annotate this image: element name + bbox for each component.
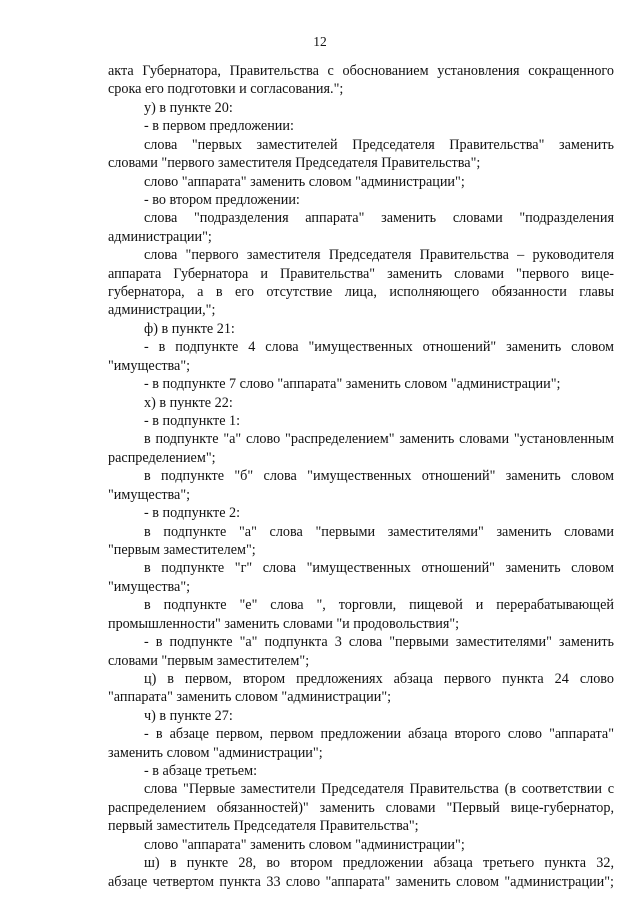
text-line: в подпункте "е" слова ", торговли, пищевой и перерабатывающей <box>144 597 614 614</box>
text-line: - в абзаце третьем: <box>144 763 258 780</box>
text-line: слово "аппарата" заменить словом "администрации"; <box>144 836 465 853</box>
text-line: - в подпункте 1: <box>144 413 241 430</box>
text-line: акта Губернатора, Правительства с обоснованием установления сокращенного <box>108 63 614 79</box>
text-line: в подпункте "г" слова "имущественных отношений" заменить словом <box>144 560 614 577</box>
text-line: - в подпункте 7 слово "аппарата" заменить словом "администрации"; <box>144 376 561 393</box>
text-line: администрации,"; <box>108 302 216 319</box>
text-line: - в подпункте "а" подпункта 3 слова "первыми заместителями" заменить <box>144 634 614 651</box>
text-line: х) в пункте 22: <box>144 394 233 411</box>
text-line: срока его подготовки и согласования."; <box>108 81 344 98</box>
text-line: в подпункте "б" слова "имущественных отношений" заменить словом <box>144 468 614 485</box>
text-line: абзаце четвертом пункта 33 слово "аппарата" заменить словом "администрации"; <box>108 873 614 890</box>
text-line: "имущества"; <box>108 578 191 595</box>
page-number: 12 <box>313 34 327 49</box>
text-line: словами "первого заместителя Председателя Правительства"; <box>108 155 481 172</box>
text-line: слова "первого заместителя Председателя Правительства – руководителя <box>144 247 614 264</box>
text-line: у) в пункте 20: <box>144 99 233 116</box>
text-line: ч) в пункте 27: <box>144 707 233 724</box>
text-line: первый заместитель Председателя Правительства"; <box>108 818 419 835</box>
text-line: "первым заместителем"; <box>108 541 256 558</box>
text-line: в подпункте "а" слово "распределением" заменить словами "установленным <box>144 431 614 448</box>
text-line: слова "Первые заместители Председателя Правительства (в соответствии с <box>144 781 614 798</box>
text-line: слово "аппарата" заменить словом "администрации"; <box>144 173 465 190</box>
text-line: - в подпункте 4 слова "имущественных отношений" заменить словом <box>144 339 614 356</box>
text-line: в подпункте "а" слова "первыми заместителями" заменить словами <box>144 523 614 540</box>
text-line: заменить словом "администрации"; <box>108 744 323 761</box>
text-line: - в подпункте 2: <box>144 505 241 522</box>
text-line: администрации"; <box>108 228 212 245</box>
text-line: промышленности" заменить словами "и продовольствия"; <box>108 615 460 632</box>
text-line: распределением обязанностей)" заменить словами "Первый вице-губернатор, <box>108 799 614 816</box>
document-body <box>108 62 614 891</box>
text-line: - в абзаце первом, первом предложении абзаца второго слово "аппарата" <box>144 726 614 743</box>
text-line: аппарата Губернатора и Правительства" заменить словами "первого вице- <box>108 265 614 282</box>
text-line: ц) в первом, втором предложениях абзаца первого пункта 24 слово <box>144 670 614 687</box>
text-line: ф) в пункте 21: <box>144 320 235 337</box>
text-line: "аппарата" заменить словом "администрации"; <box>108 689 392 706</box>
text-line: "имущества"; <box>108 486 191 503</box>
text-line: "имущества"; <box>108 357 191 374</box>
text-line: слова "подразделения аппарата" заменить словами "подразделения <box>144 210 614 227</box>
text-line: - в первом предложении: <box>144 118 294 135</box>
text-line: - во втором предложении: <box>144 191 300 208</box>
text-line: словами "первым заместителем"; <box>108 652 310 669</box>
text-line: распределением"; <box>108 449 216 466</box>
text-line: ш) в пункте 28, во втором предложении абзаца третьего пункта 32, <box>144 855 614 872</box>
text-line: губернатора, а в его отсутствие лица, исполняющего обязанности главы <box>108 284 614 301</box>
text-line: слова "первых заместителей Председателя Правительства" заменить <box>144 136 614 153</box>
